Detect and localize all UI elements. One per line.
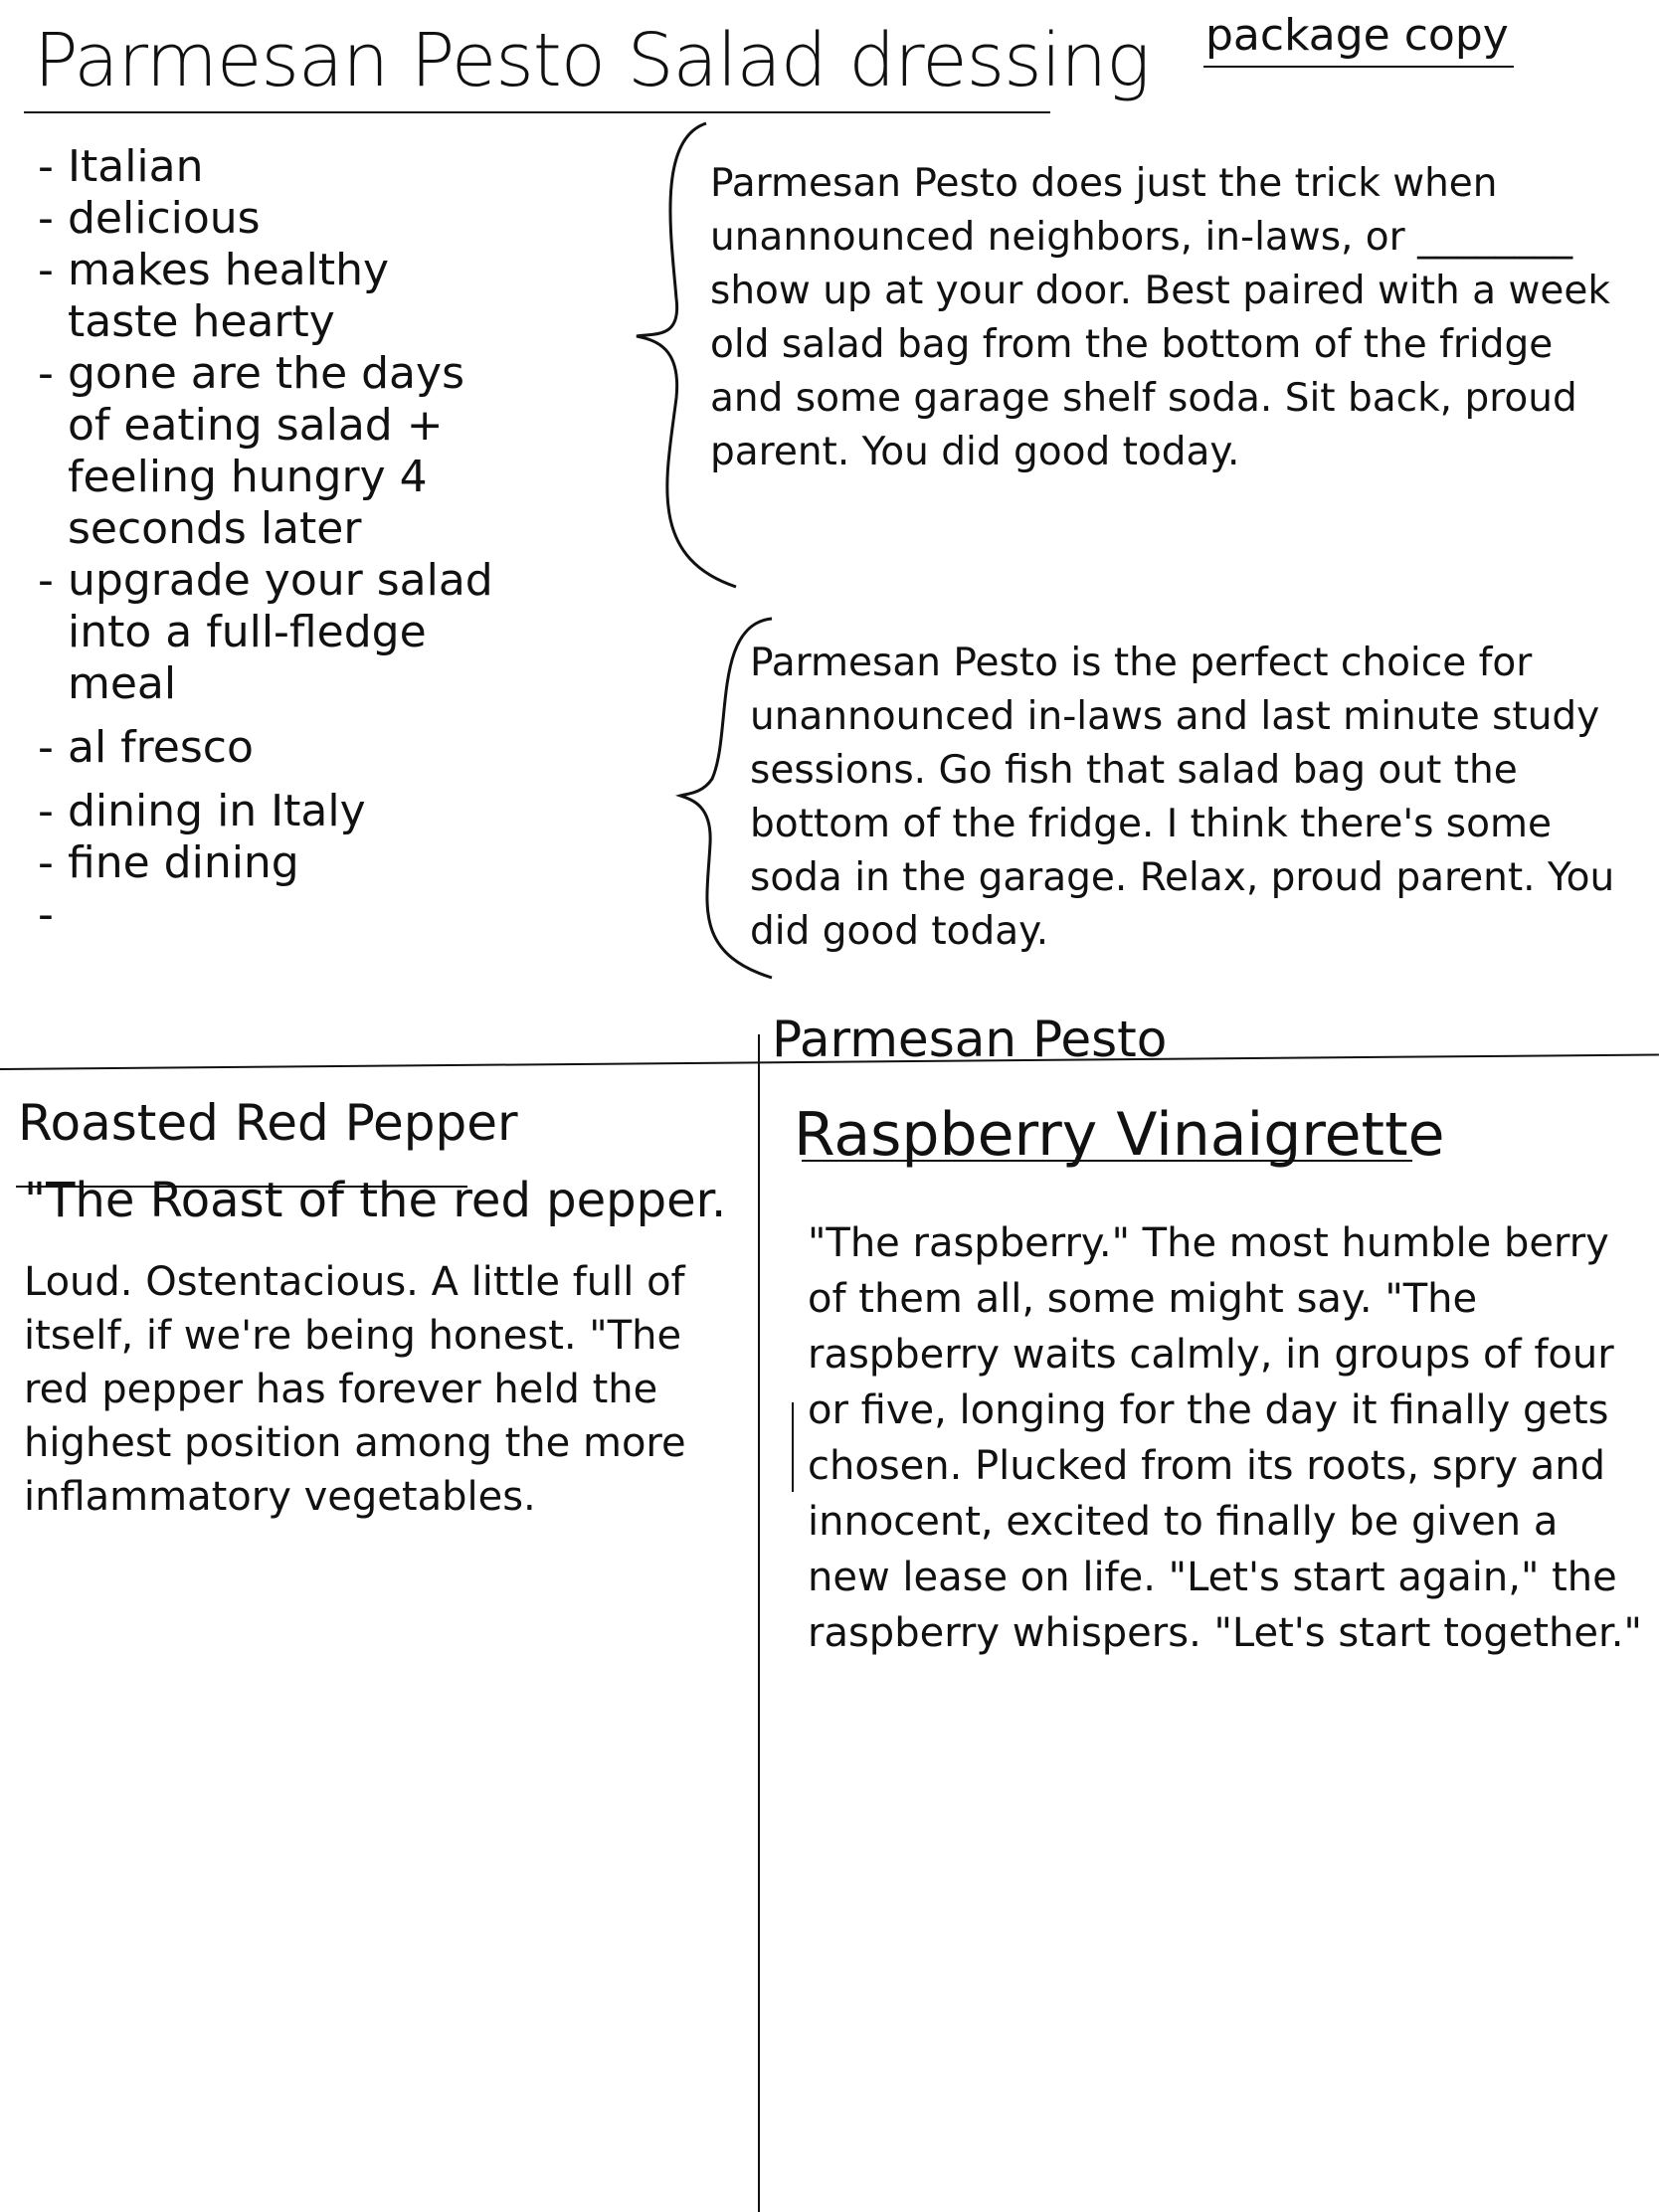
- roasted-red-pepper-body: Loud. Ostentacious. A little full of itself, if we're being honest. "The red pepper has forever held the highest position among the more inflammatory vegetables.: [24, 1259, 686, 1520]
- brainstorm-list: [38, 141, 493, 889]
- roasted-red-pepper-copy: [24, 1174, 740, 1524]
- list-item: - dining in Italy: [38, 786, 493, 837]
- margin-mark: [792, 1402, 794, 1492]
- column-divider: [758, 1034, 760, 2212]
- list-item: - gone are the days of eating salad + feeling hungry 4 seconds later: [38, 348, 493, 555]
- copy-paragraph-two: Parmesan Pesto is the perfect choice for unannounced in-laws and last minute study sessions. Go fish that salad bag out the bottom of the fridge. I think there's some soda in the garage. Relax, proud parent. You did good today.: [750, 641, 1615, 954]
- package-copy-underline: [1203, 66, 1514, 68]
- raspberry-vinaigrette-underline: [802, 1160, 1412, 1162]
- package-copy-label: package copy: [1205, 10, 1509, 61]
- copy-paragraph-one: Parmesan Pesto does just the trick when unannounced neighbors, in-laws, or ________ show up at your door. Best paired with a week old salad bag from the bottom of the fridge and some garage shelf soda. Sit back, proud parent. You did good today.: [710, 161, 1610, 474]
- title-underline: [24, 111, 1050, 113]
- list-item: - delicious: [38, 193, 493, 245]
- raspberry-vinaigrette-heading: Raspberry Vinaigrette: [794, 1100, 1445, 1170]
- list-item: - makes healthy taste hearty: [38, 245, 493, 348]
- raspberry-vinaigrette-body: "The raspberry." The most humble berry of them all, some might say. "The raspberry waits calmly, in groups of four or five, longing for the day it finally gets chosen. Plucked from its roots, spry and innocent, excited to finally be given a new lease on life. "Let's start again," the raspberry whispers. "Let's start together.": [808, 1220, 1642, 1656]
- list-item: - fine dining: [38, 837, 493, 889]
- raspberry-subtitle: Parmesan Pesto: [772, 1011, 1168, 1068]
- list-item: - upgrade your salad into a full-fledge meal: [38, 555, 493, 710]
- list-item: - al fresco: [38, 722, 493, 774]
- roasted-red-pepper-heading: Roasted Red Pepper: [18, 1094, 518, 1152]
- roasted-red-pepper-tagline: "The Roast of the red pepper.: [24, 1173, 727, 1228]
- page-title: Parmesan Pesto Salad dressing: [34, 18, 1150, 103]
- list-item: - Italian: [38, 141, 493, 193]
